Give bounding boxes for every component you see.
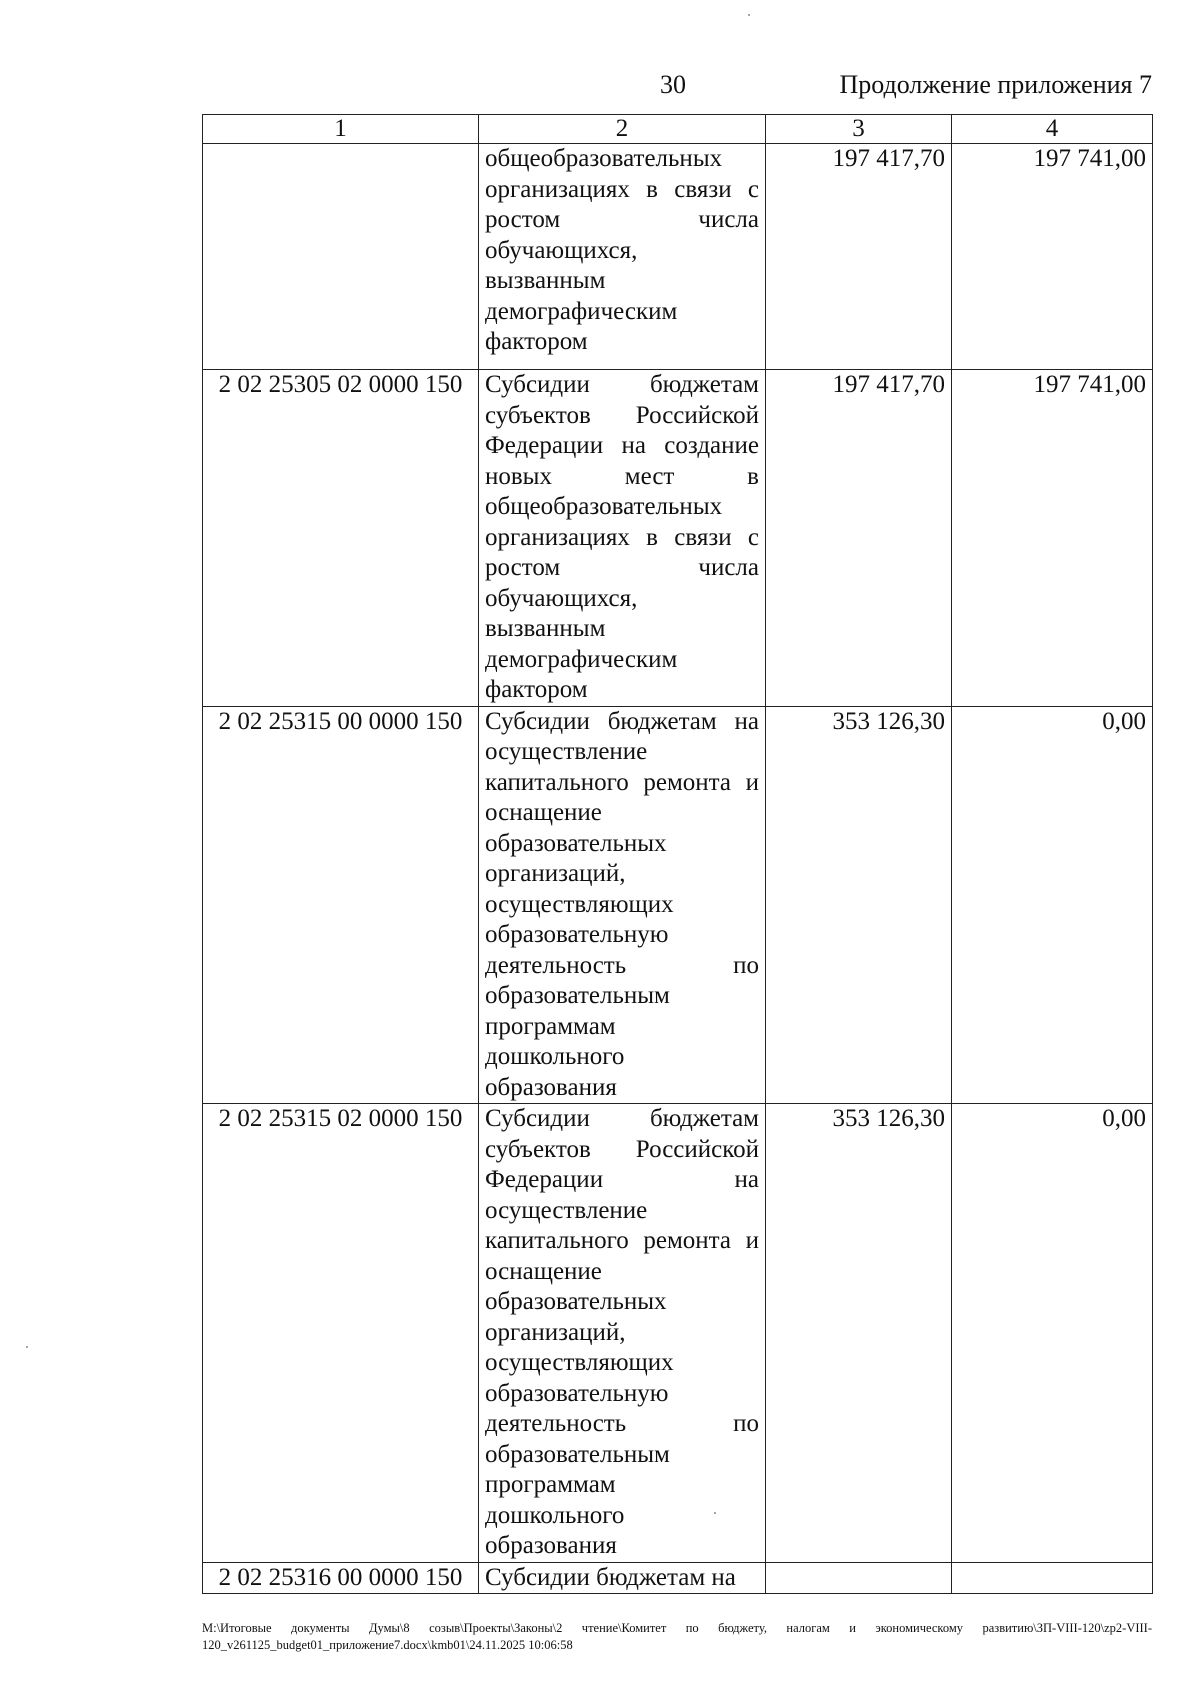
table-row [203,1562,1153,1594]
scan-speck [748,14,750,16]
income-description: Субсидии бюджетам на осуществление капитального ремонта и оснащение образовательных организаций, осуществляющих образовательную деятельность по образовательным программам дошкольного образования [479,706,766,1104]
income-description: общеобразовательных организациях в связи с ростом числа обучающихся, вызванным демографическим фактором [479,144,766,370]
amount-col-4: 197 741,00 [952,370,1153,707]
page-number: 30 [660,70,686,99]
amount-col-3 [766,1562,952,1594]
amount-col-3: 353 126,30 [766,1104,952,1563]
budget-code: 2 02 25305 02 0000 150 [203,370,479,707]
file-path-footer: M:\Итоговые документы Думы\8 созыв\Проекты\Законы\2 чтение\Комитет по бюджету, налогам и экономическому развитию\ЗП-VIII-120\zp2-VIII-120_v261125_budget01_приложение7.docx\kmb01\24.11.2025 10:06:58 [202,1621,1152,1652]
amount-col-4: 197 741,00 [952,144,1153,370]
budget-table [202,114,1153,1594]
amount-col-3: 197 417,70 [766,144,952,370]
table-row [203,1104,1153,1563]
table-row [203,706,1153,1104]
scan-speck [714,1512,716,1514]
scan-speck [26,1346,28,1348]
income-description: Субсидии бюджетам субъектов Российской Федерации на создание новых мест в общеобразовательных организациях в связи с ростом числа обучающихся, вызванным демографическим фактором [479,370,766,707]
amount-col-4 [952,1562,1153,1594]
table-header-row [203,115,1153,144]
income-description: Субсидии бюджетам на [479,1562,766,1594]
budget-code [203,144,479,370]
income-description: Субсидии бюджетам субъектов Российской Федерации на осуществление капитального ремонта и оснащение образовательных организаций, осуществляющих образовательную деятельность по образовательным программам дошкольного образования [479,1104,766,1563]
amount-col-3: 197 417,70 [766,370,952,707]
column-header: 3 [766,115,952,144]
amount-col-4: 0,00 [952,706,1153,1104]
column-header: 1 [203,115,479,144]
continuation-title: Продолжение приложения 7 [839,70,1152,99]
amount-col-4: 0,00 [952,1104,1153,1563]
budget-code: 2 02 25315 00 0000 150 [203,706,479,1104]
table-row [203,144,1153,370]
amount-col-3: 353 126,30 [766,706,952,1104]
column-header: 4 [952,115,1153,144]
column-header: 2 [479,115,766,144]
budget-code: 2 02 25315 02 0000 150 [203,1104,479,1563]
budget-code: 2 02 25316 00 0000 150 [203,1562,479,1594]
table-row [203,370,1153,707]
